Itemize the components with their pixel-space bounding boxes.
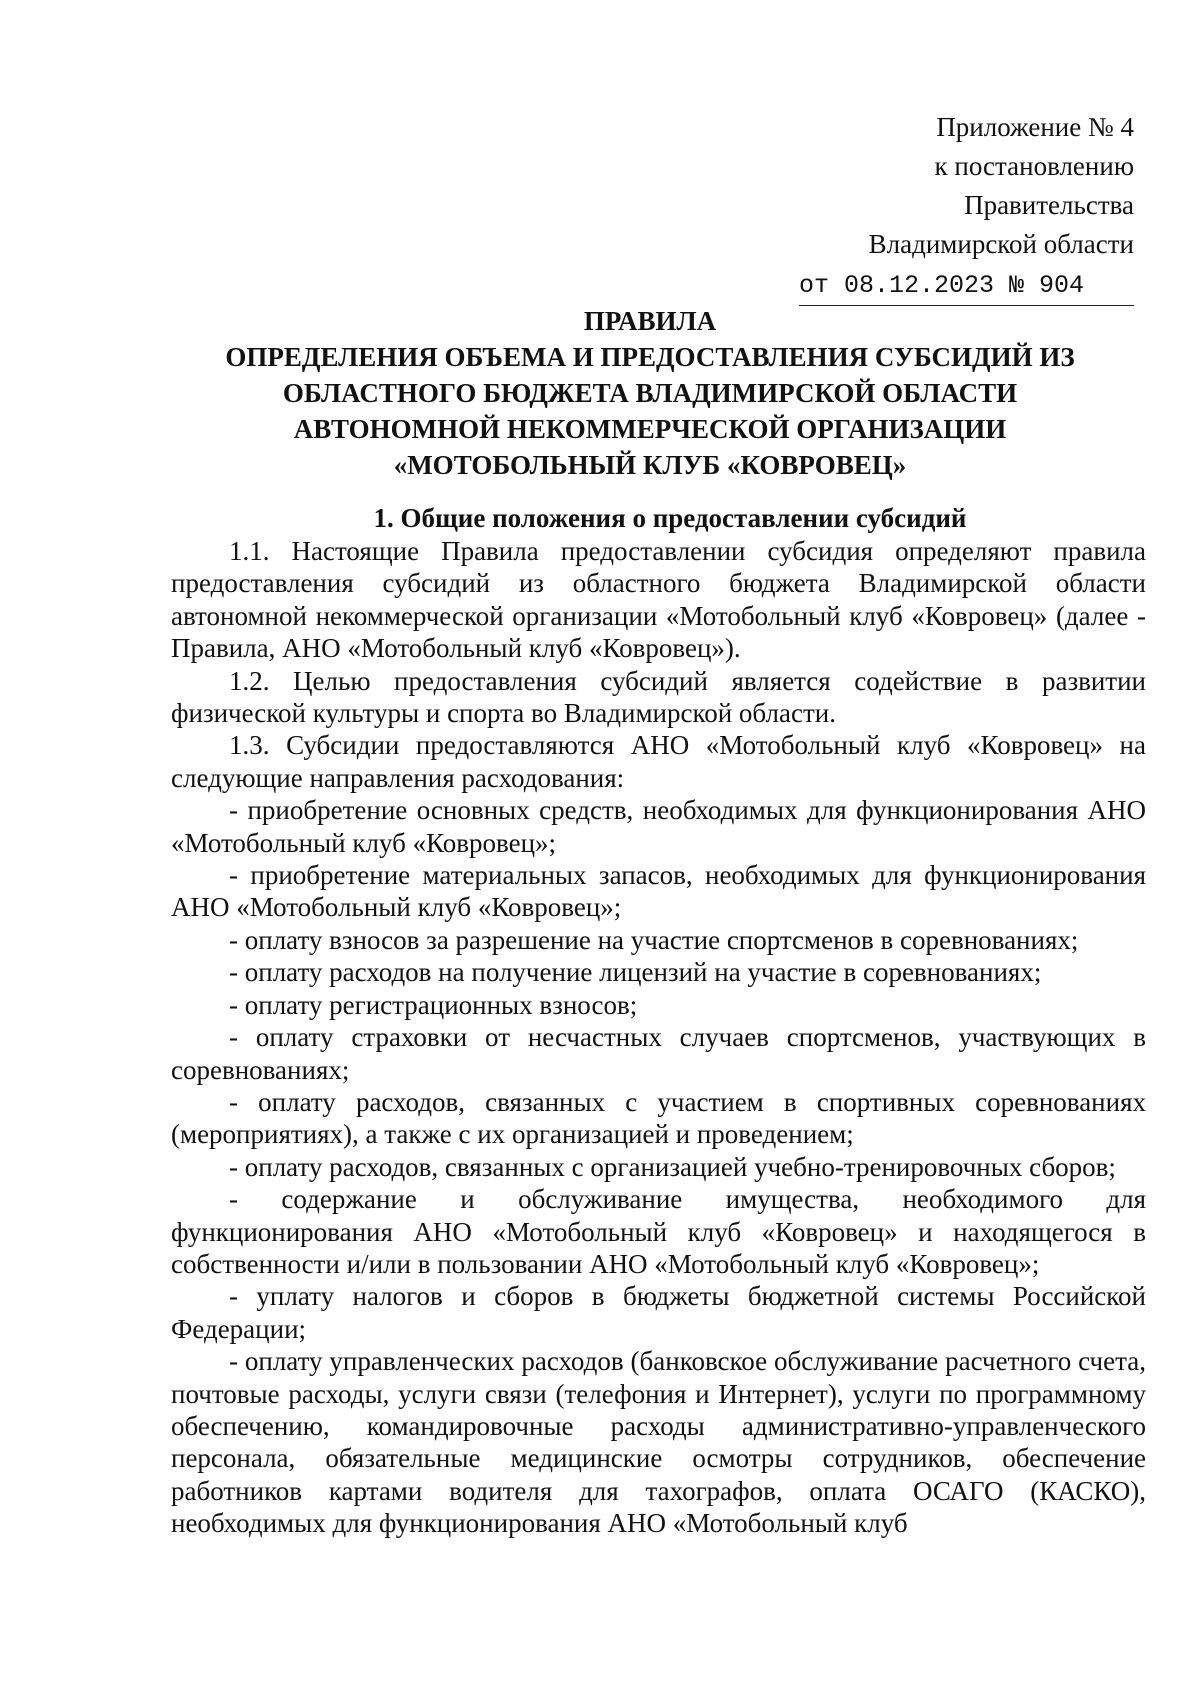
title-line: АВТОНОМНОЙ НЕКОММЕРЧЕСКОЙ ОРГАНИЗАЦИИ	[293, 414, 1007, 444]
list-item: - оплату взносов за разрешение на участие спортсменов в соревнованиях;	[229, 924, 1079, 955]
appendix-block	[534, 108, 1134, 306]
list-item: - приобретение основных средств, необходимых для функционирования АНО «Мотобольный клуб «Ковровец»;	[171, 795, 1146, 858]
appendix-line: Приложение № 4	[936, 112, 1134, 142]
list-item: - оплату страховки от несчастных случаев спортсменов, участвующих в соревнованиях;	[171, 1022, 1146, 1085]
list-item: - оплату регистрационных взносов;	[229, 989, 638, 1020]
section-heading: 1. Общие положения о предоставлении субсидий	[373, 503, 967, 533]
paragraph: 1.3. Субсидии предоставляются АНО «Мотобольный клуб «Ковровец» на следующие направления расходования:	[171, 730, 1146, 793]
appendix-line: Правительства	[964, 190, 1134, 220]
document-title	[150, 303, 1150, 483]
title-line: ОБЛАСТНОГО БЮДЖЕТА ВЛАДИМИРСКОЙ ОБЛАСТИ	[282, 378, 1018, 408]
title-line: ОПРЕДЕЛЕНИЯ ОБЪЕМА И ПРЕДОСТАВЛЕНИЯ СУБСИДИЙ ИЗ	[225, 342, 1075, 372]
paragraph: 1.1. Настоящие Правила предоставлении субсидия определяют правила предоставления субсидий из областного бюджета Владимирской области автономной некоммерческой организации «Мотобольный клуб «Ковровец» (далее - Правила, АНО «Мотобольный клуб «Ковровец»).	[171, 536, 1146, 664]
title-line: ПРАВИЛА	[583, 306, 717, 336]
list-item: - оплату расходов, связанных с организацией учебно-тренировочных сборов;	[229, 1151, 1116, 1182]
list-item: - оплату расходов на получение лицензий на участие в соревнованиях;	[229, 957, 1042, 988]
appendix-line: Владимирской области	[868, 229, 1134, 259]
list-item: - содержание и обслуживание имущества, необходимого для функционирования АНО «Мотобольный клуб «Ковровец» и находящегося в собственности и/или в пользовании АНО «Мотобольный клуб «Ковровец»;	[171, 1184, 1146, 1279]
decree-reference: от 08.12.2023 № 904	[799, 266, 1134, 306]
list-item: - уплату налогов и сборов в бюджеты бюджетной системы Российской Федерации;	[171, 1281, 1146, 1344]
list-item: - оплату управленческих расходов (банковское обслуживание расчетного счета, почтовые расходы, услуги связи (телефония и Интернет), услуги по программному обеспечению, командировочные расходы административно-управленческого персонала, обязательные медицинские осмотры сотрудников, обеспечение работников картами водителя для тахографов, оплата ОСАГО (КАСКО), необходимых для функционирования АНО «Мотобольный клуб	[171, 1346, 1146, 1539]
paragraph: 1.2. Целью предоставления субсидий является содействие в развитии физической культуры и спорта во Владимирской области.	[171, 665, 1146, 729]
section-body	[171, 535, 1146, 1540]
appendix-line: к постановлению	[934, 151, 1134, 181]
list-item: - оплату расходов, связанных с участием в спортивных соревнованиях (мероприятиях), а также с их организацией и проведением;	[171, 1086, 1146, 1150]
list-item: - приобретение материальных запасов, необходимых для функционирования АНО «Мотобольный клуб «Ковровец»;	[171, 860, 1146, 923]
title-line: «МОТОБОЛЬНЫЙ КЛУБ «КОВРОВЕЦ»	[393, 450, 907, 480]
